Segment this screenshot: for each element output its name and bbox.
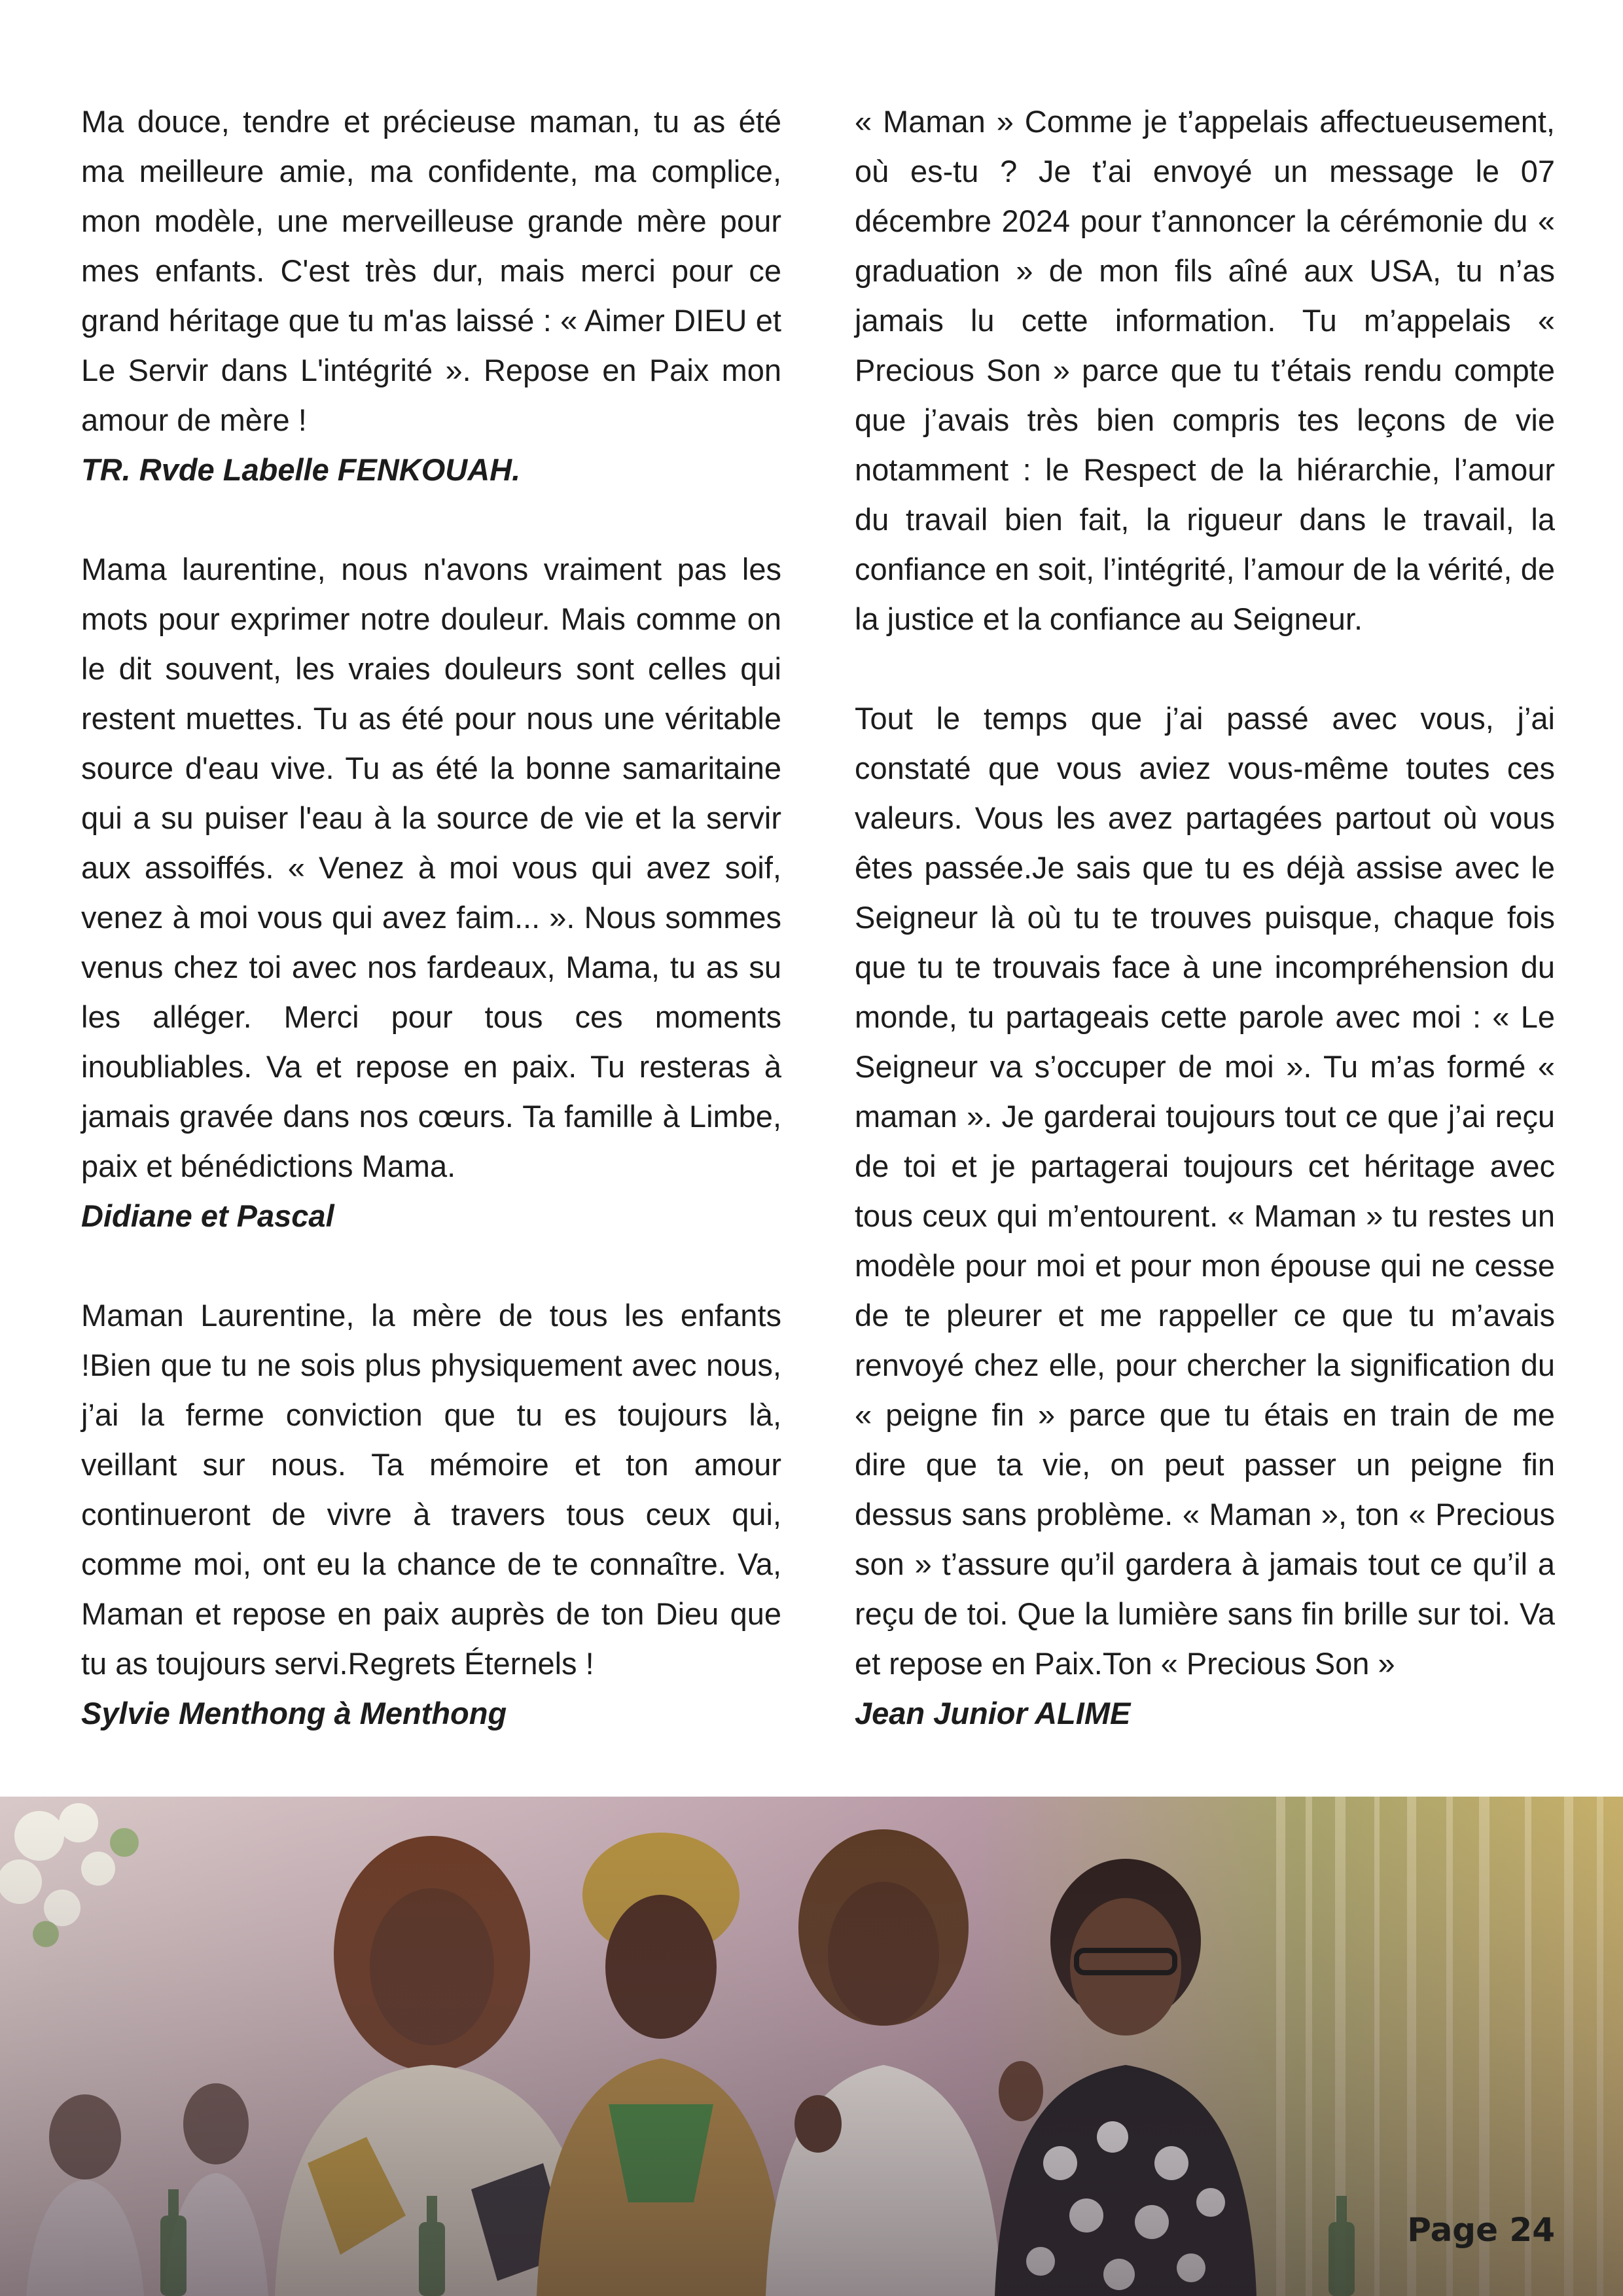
tribute-text: Mama laurentine, nous n'avons vraiment pas les mots pour exprimer notre douleur. Mais comme on le dit souvent, les vraies douleurs sont celles qui restent muettes. Tu as été pour nous une véritable source d'eau vive. Tu as été la bonne samaritaine qui a su puiser l'eau à la source de vie et la servir aux assoiffés. « Venez à moi vous qui avez soif, venez à moi vous qui avez faim... ». Nous sommes venus chez toi avec nos fardeaux, Mama, tu as su les alléger. Merci pour tous ces moments inoubliables. Va et repose en paix. Tu resteras à jamais gravée dans nos cœurs. Ta famille à Limbe, paix et bénédictions Mama. bbox=[81, 552, 781, 1183]
left-column bbox=[81, 97, 781, 1738]
tribute-signature: Sylvie Menthong à Menthong bbox=[81, 1696, 507, 1731]
tribute-text: Maman Laurentine, la mère de tous les enfants !Bien que tu ne sois plus physiquement avec nous, j’ai la ferme conviction que tu es toujours là, veillant sur nous. Ta mémoire et ton amour continueront de vivre à travers tous ceux qui, comme moi, ont eu la chance de te connaître. Va, Maman et repose en paix auprès de ton Dieu que tu as toujours servi.Regrets Éternels ! bbox=[81, 1298, 781, 1681]
tribute-entry-1 bbox=[81, 97, 781, 495]
tribute-entry-2 bbox=[81, 545, 781, 1241]
tribute-signature: Didiane et Pascal bbox=[81, 1198, 334, 1233]
tribute-text: Ma douce, tendre et précieuse maman, tu as été ma meilleure amie, ma confidente, ma complice, mon modèle, une merveilleuse grande mère pour mes enfants. C'est très dur, mais merci pour ce grand héritage que tu m'as laissé : « Aimer DIEU et Le Servir dans L'intégrité ». Repose en Paix mon amour de mère ! bbox=[81, 104, 781, 437]
right-column bbox=[855, 97, 1555, 1738]
group-photo bbox=[0, 1797, 1623, 2296]
tribute-paragraph-1: « Maman » Comme je t’appelais affectueusement, où es-tu ? Je t’ai envoyé un message le 07 décembre 2024 pour t’annoncer la cérémonie du « graduation » de mon fils aîné aux USA, tu n’as jamais lu cette information. Tu m’appelais « Precious Son » parce que tu t’étais rendu compte que j’avais très bien compris tes leçons de vie notamment : le Respect de la hiérarchie, l’amour du travail bien fait, la rigueur dans le travail, la confiance en soit, l’intégrité, l’amour de la vérité, de la justice et la confiance au Seigneur. bbox=[855, 104, 1555, 636]
tribute-paragraph-2: Tout le temps que j’ai passé avec vous, j’ai constaté que vous aviez vous-même toutes ces valeurs. Vous les avez partagées partout où vous êtes passée.Je sais que tu es déjà assise avec le Seigneur là où tu te trouves puisque, chaque fois que tu te trouvais face à une incompréhension du monde, tu partageais cette parole avec moi : « Le Seigneur va s’occuper de moi ». Tu m’as formé « maman ». Je garderai toujours tout ce que j’ai reçu de toi et je partagerai toujours cet héritage avec tous ceux qui m’entourent. « Maman » tu restes un modèle pour moi et pour mon épouse qui ne cesse de te pleurer et me rappeller ce que tu m’avais renvoyé chez elle, pour chercher la signification du « peigne fin » parce que tu étais en train de me dire que ta vie, on peut passer un peigne fin dessus sans problème. « Maman », ton « Precious son » t’assure qu’il gardera à jamais tout ce qu’il a reçu de toi. Que la lumière sans fin brille sur toi. Va et repose en Paix.Ton « Precious Son » bbox=[855, 701, 1555, 1681]
tribute-signature: Jean Junior ALIME bbox=[855, 1696, 1131, 1731]
tribute-entry-4 bbox=[855, 97, 1555, 1738]
tribute-signature: TR. Rvde Labelle FENKOUAH. bbox=[81, 452, 521, 487]
tribute-entry-3 bbox=[81, 1291, 781, 1738]
page-number: Page 24 bbox=[1407, 2211, 1555, 2249]
